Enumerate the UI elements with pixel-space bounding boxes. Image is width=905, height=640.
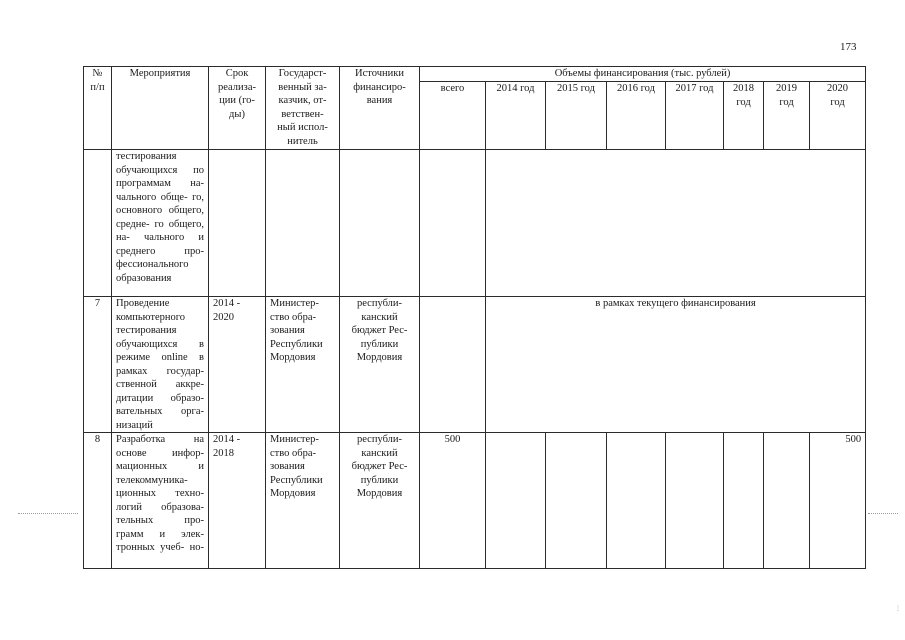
row-num: 7	[84, 297, 112, 433]
header-customer: Государст- венный за- казчик, от- ветствен- ный испол- нитель	[266, 67, 340, 150]
row-customer: Министер- ство обра- зования Республики Мордовия	[266, 433, 340, 569]
header-2020: 2020 год	[810, 82, 866, 150]
row-2014-value	[486, 433, 546, 569]
row-source: республи- канский бюджет Рес- публики Мордовия	[340, 433, 420, 569]
header-2014: 2014 год	[486, 82, 546, 150]
scan-noise-right	[868, 513, 898, 514]
row-2020-value: 500	[810, 433, 866, 569]
row-term: 2014 - 2020	[209, 297, 266, 433]
row-activity: Разработка на основе инфор- мационных и телекоммуника- ционных техно- логий образова- тельных про- грамм и элек- тронных учеб- но-	[112, 433, 209, 569]
margin-mark: ⋮	[895, 606, 901, 612]
header-2018: 2018 год	[724, 82, 764, 150]
row-num: 8	[84, 433, 112, 569]
row-total-value: 500	[420, 433, 486, 569]
row-source: республи- канский бюджет Рес- публики Мордовия	[340, 297, 420, 433]
continuation-source	[340, 150, 420, 297]
row-activity: Проведение компьютерного тестирования обучающихся в режиме online в рамках государ- ственной аккре- дитации образо- вательных орга- низаций	[112, 297, 209, 433]
scan-noise-left	[18, 513, 78, 514]
header-2017: 2017 год	[666, 82, 724, 150]
continuation-num	[84, 150, 112, 297]
header-2019: 2019 год	[764, 82, 810, 150]
table-row	[84, 297, 866, 433]
header-funding-group: Объемы финансирования (тыс. рублей)	[420, 67, 866, 82]
header-2016: 2016 год	[607, 82, 666, 150]
continuation-term	[209, 150, 266, 297]
row-customer: Министер- ство обра- зования Республики Мордовия	[266, 297, 340, 433]
header-num: № п/п	[84, 67, 112, 150]
financing-table	[83, 66, 866, 569]
row-2019-value	[764, 433, 810, 569]
row-2018-value	[724, 433, 764, 569]
header-total: всего	[420, 82, 486, 150]
row-financing-note: в рамках текущего финансирования	[486, 297, 866, 433]
row-total	[420, 297, 486, 433]
header-sources: Источники финансиро- вания	[340, 67, 420, 150]
header-row-1	[84, 67, 866, 82]
row-2017-value	[666, 433, 724, 569]
row-term: 2014 - 2018	[209, 433, 266, 569]
continuation-activity: тестирования обучающихся по программам на- чального обще- го, основного общего, средне- го общего, на- чального и среднего про- фессионального образования	[112, 150, 209, 297]
continuation-total	[420, 150, 486, 297]
table-row	[84, 433, 866, 569]
page-number: 173	[840, 41, 857, 53]
row-2016-value	[607, 433, 666, 569]
header-term: Срок реализа- ции (го- ды)	[209, 67, 266, 150]
continuation-years	[486, 150, 866, 297]
continuation-row	[84, 150, 866, 297]
header-2015: 2015 год	[546, 82, 607, 150]
continuation-customer	[266, 150, 340, 297]
row-2015-value	[546, 433, 607, 569]
header-activities: Мероприятия	[112, 67, 209, 150]
